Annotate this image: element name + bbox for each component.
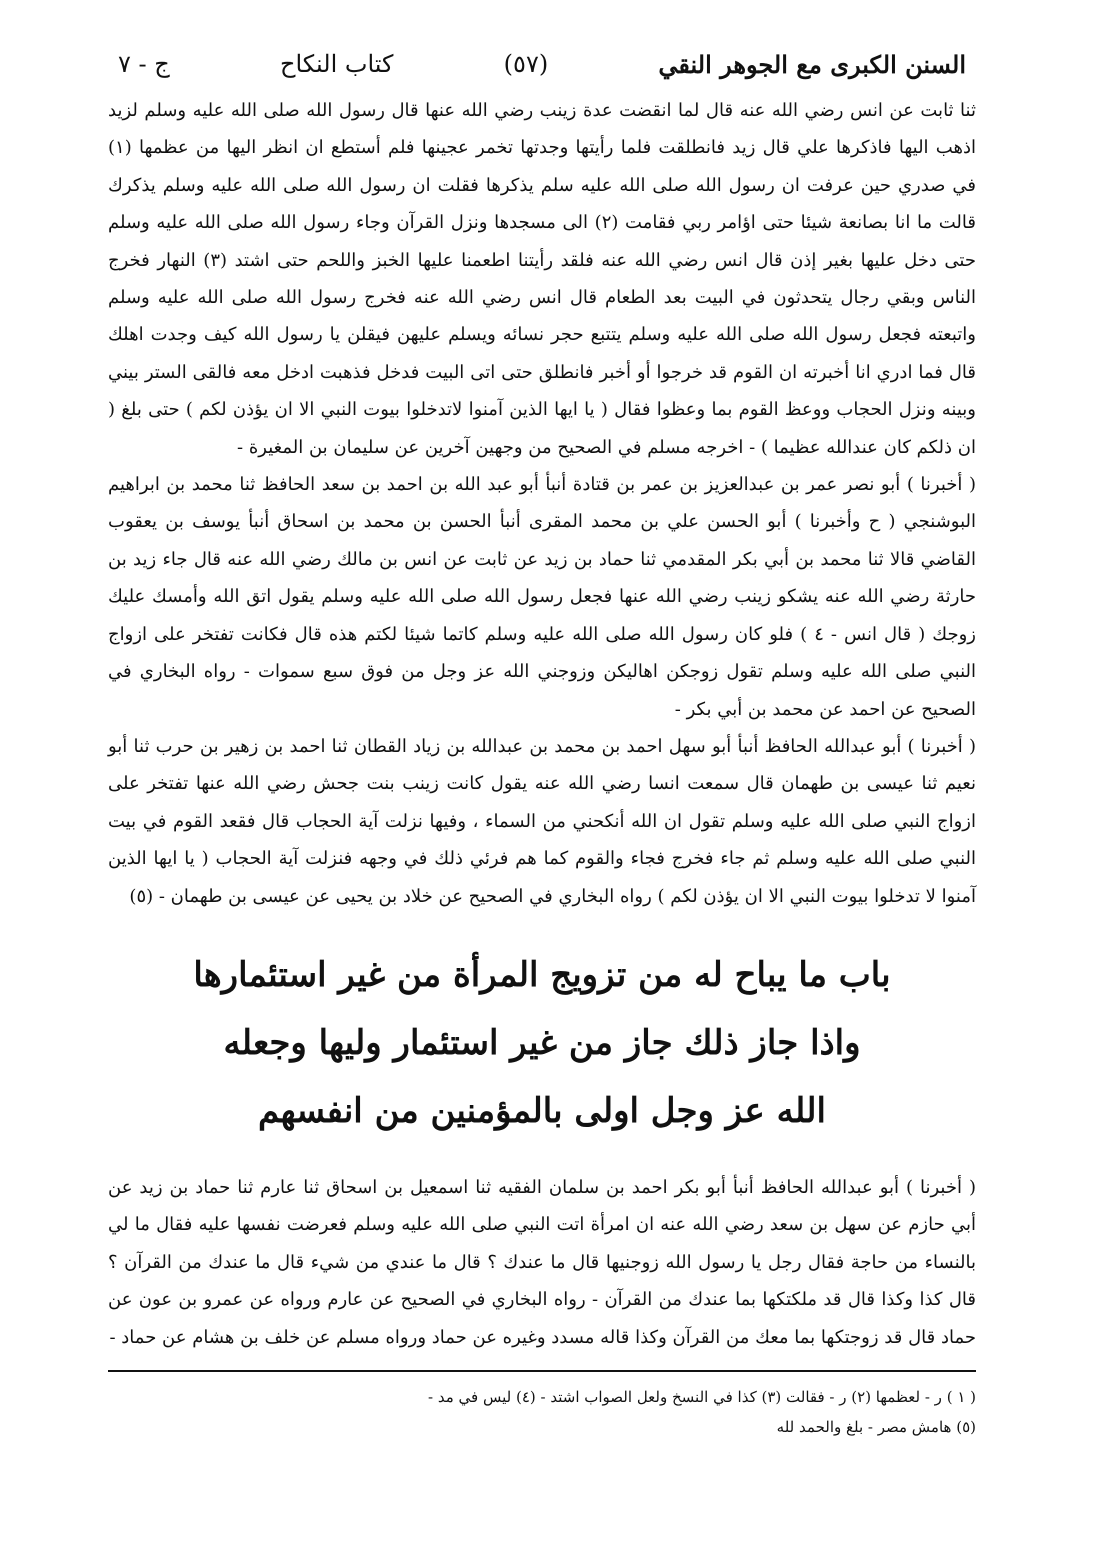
chapter-title: كتاب النكاح [279, 50, 394, 78]
section-heading [108, 941, 976, 1145]
page-header [108, 40, 976, 88]
footnote: ( ١ ) ر - لعظمها (٢) ر - فقالت (٣) كذا في النسخ ولعل الصواب اشتد - (٤) ليس في مد - [428, 1387, 976, 1406]
paragraph: ( أخبرنا ) أبو عبدالله الحافظ أنبأ أبو بكر احمد بن سلمان الفقيه ثنا اسمعيل بن اسحاق ثنا عارم ثنا حماد بن زيد عن أبي حازم عن سهل بن سعد رضي الله عنه ان امرأة اتت النبي صلى الله عليه وسلم فعرضت نفسها عليه فقال ما لي بالنساء من حاجة فقال رجل يا رسول الله زوجنيها قال ما عندك ؟ قال ما عندي من شيء قال ما عندك من القرآن ؟ قال كذا وكذا قال قد ملكتكها بما عندك من القرآن - رواه البخاري في الصحيح عن عارم ورواه عن عمرو بن عون عن حماد قال قد زوجتكها بما معك من القرآن وكذا قاله مسدد وغيره عن حماد ورواه مسلم عن خلف بن هشام عن حماد - [108, 1176, 976, 1348]
volume-label: ج - ٧ [118, 50, 170, 78]
paragraph: ( أخبرنا ) أبو عبدالله الحافظ أنبأ أبو سهل احمد بن محمد بن عبدالله بن زياد القطان ثنا احمد بن زهير بن حرب ثنا أبو نعيم ثنا عيسى بن طهمان قال سمعت انسا رضي الله عنه يقول كانت زينب بنت جحش رضي الله عنها تفتخر على ازواج النبي صلى الله عليه وسلم تقول ان الله أنكحني من السماء ، وفيها نزلت آية الحجاب قال فقعد القوم في بيت النبي صلى الله عليه وسلم ثم جاء فخرج فجاء والقوم كما هم فرئي ذلك في وجهه فنزلت آية الحجاب ( يا ايها الذين آمنوا لا تدخلوا بيوت النبي الا ان يؤذن لكم ) رواه البخاري في الصحيح عن خلاد بن يحيى عن عيسى بن طهمان - (٥) [108, 735, 976, 907]
section-heading-line: الله عز وجل اولى بالمؤمنين من انفسهم [258, 1090, 826, 1131]
paragraph: ( أخبرنا ) أبو نصر عمر بن عبدالعزيز بن عمر بن قتادة أنبأ أبو عبد الله بن احمد بن سعد الحافظ ثنا محمد بن ابراهيم البوشنجي ( ح وأخبرنا ) أبو الحسن علي بن محمد المقرى أنبأ الحسن بن محمد بن اسحاق أنبأ يوسف بن يعقوب القاضي قالا ثنا محمد بن أبي بكر المقدمي ثنا حماد بن زيد عن ثابت عن انس بن مالك رضي الله عنه قال جاء زيد بن حارثة رضي الله عنه يشكو زينب رضي الله عنها فجعل رسول الله صلى الله عليه وسلم يقول اتق الله وأمسك عليك زوجك ( قال انس - ٤ ) فلو كان رسول الله صلى الله عليه وسلم كاتما شيئا لكتم هذه قال فكانت تفتخر على ازواج النبي صلى الله عليه وسلم تقول زوجكن اهاليكن وزوجني الله عز وجل من فوق سبع سموات - رواه البخاري في الصحيح عن احمد عن محمد بن أبي بكر - [108, 474, 976, 720]
footnote: (٥) هامش مصر - بلغ والحمد لله [776, 1417, 976, 1436]
footnotes [108, 1382, 976, 1442]
section-heading-line: باب ما يباح له من تزويج المرأة من غير استئمارها [193, 954, 891, 995]
page-number: (٥٧) [503, 50, 549, 78]
footnote-divider [108, 1370, 976, 1372]
book-title: السنن الكبرى مع الجوهر النقي [658, 49, 966, 79]
section-heading-line: واذا جاز ذلك جاز من غير استئمار وليها وجعله [223, 1022, 861, 1063]
paragraph: ثنا ثابت عن انس رضي الله عنه قال لما انقضت عدة زينب رضي الله عنها قال رسول الله صلى الله عليه وسلم لزيد اذهب اليها فاذكرها علي قال زيد فانطلقت فلما رأيتها وجدتها تخمر عجينها فلم أستطع ان انظر اليها من عظمها (١) في صدري حين عرفت ان رسول الله صلى الله عليه سلم يذكرها فقلت ان رسول الله صلى الله عليه وسلم يذكرك قالت ما انا بصانعة شيئا حتى اؤامر ربي فقامت (٢) الى مسجدها ونزل القرآن وجاء رسول الله صلى الله عليه وسلم حتى دخل عليها بغير إذن قال انس رضي الله عنه فلقد رأيتنا اطعمنا عليها الخبز واللحم حتى اشتد (٣) النهار فخرج الناس وبقي رجال يتحدثون في البيت بعد الطعام قال انس رضي الله عنه فخرج رسول الله صلى الله عليه وسلم واتبعته فجعل رسول الله صلى الله عليه وسلم يتتبع حجر نسائه ويسلم عليهن فيقلن يا رسول الله كيف وجدت اهلك قال فما ادري انا أخبرته ان القوم قد خرجوا أو أخبر فانطلق حتى اتى البيت فدخل فذهبت ادخل معه فالقى الستر بيني وبينه ونزل الحجاب ووعظ القوم بما وعظوا فقال ( يا ايها الذين آمنوا لاتدخلوا بيوت النبي الا ان يؤذن لكم ) حتى بلغ ( ان ذلكم كان عندالله عظيما ) - اخرجه مسلم في الصحيح من وجهين آخرين عن سليمان بن المغيرة - [108, 100, 977, 458]
